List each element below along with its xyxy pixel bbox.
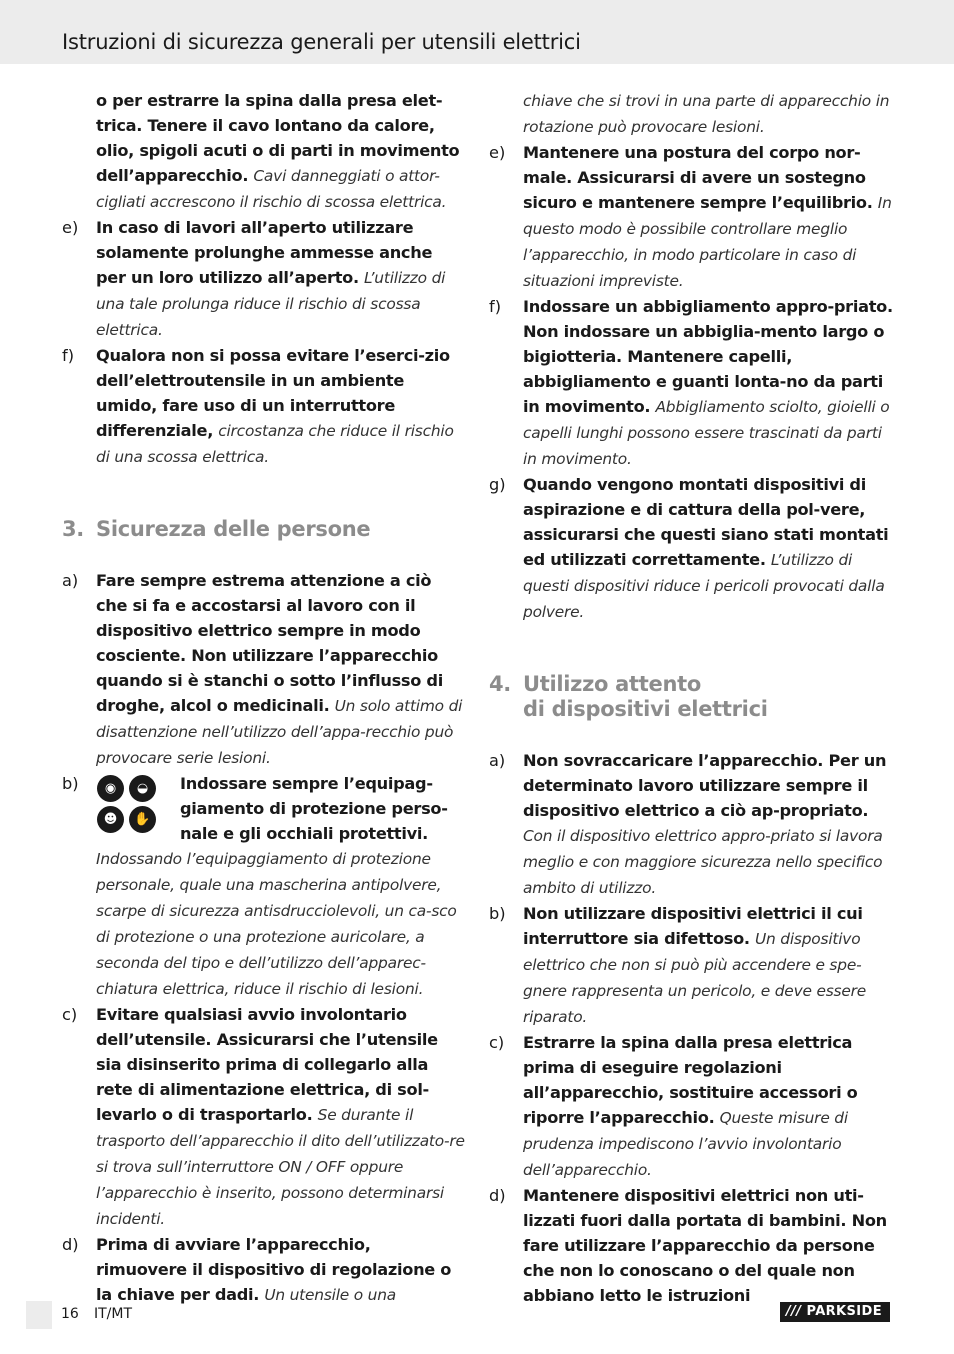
list-item-d bbox=[62, 1232, 466, 1308]
list-item-e bbox=[489, 140, 894, 294]
logo-mark: /// bbox=[786, 1304, 802, 1319]
item-label: e) bbox=[62, 218, 79, 237]
item-label: a) bbox=[62, 571, 79, 590]
ear-protection-icon: ◉ bbox=[97, 775, 124, 802]
item-bold-text: Prima di avviare l’apparecchio, rimuovere il dispositivo di regolazione o la chiave per dadi. bbox=[96, 1235, 452, 1304]
item-bold-text: Evitare qualsiasi avvio involontario dell’utensile. Assicurarsi che l’utensile sia disinserito prima di collegarlo alla rete di alimentazione elettrica, di sol-levarlo o di trasportarlo. bbox=[96, 1005, 438, 1124]
list-item-g bbox=[489, 472, 894, 625]
language-code: IT/MT bbox=[94, 1306, 133, 1322]
item-italic-text: Queste misure di prudenza impediscono l’avvio involontario dell’apparecchio. bbox=[523, 1109, 848, 1179]
item-label: g) bbox=[489, 475, 506, 494]
list-item-c bbox=[62, 1002, 466, 1232]
section-title: Sicurezza delle persone bbox=[96, 517, 371, 541]
item-bold-text: Indossare un abbigliamento appro-priato. Non indossare un abbiglia-mento largo o bigiotteria. Mantenere capelli, abbigliamento e guanti lonta-no da parti in movimento. bbox=[523, 297, 893, 416]
logo-text: PARKSIDE bbox=[806, 1304, 883, 1319]
list-item-continued bbox=[62, 88, 466, 215]
item-bold-text: Non utilizzare dispositivi elettrici il cui interruttore sia difettoso. bbox=[523, 904, 863, 948]
list-item-f bbox=[62, 343, 466, 470]
section-title-line-1: Utilizzo attento bbox=[523, 672, 701, 696]
page-number-box bbox=[26, 1301, 52, 1329]
list-item-c bbox=[489, 1030, 894, 1183]
item-bold-text: Non sovraccaricare l’apparecchio. Per un determinato lavoro utilizzare sempre il dispositivo elettrico a ciò ap-propriato. bbox=[523, 751, 887, 820]
protective-equipment-icons bbox=[96, 774, 158, 834]
list-item-a bbox=[489, 748, 894, 901]
list-item-b bbox=[62, 771, 466, 1002]
item-label: b) bbox=[62, 774, 79, 793]
list-item-a bbox=[62, 568, 466, 771]
item-bold-text: Mantenere una postura del corpo nor-male. Assicurarsi di avere un sostegno sicuro e mantenere sempre l’equilibrio. bbox=[523, 143, 873, 212]
parkside-logo bbox=[780, 1302, 890, 1322]
item-label: c) bbox=[62, 1005, 78, 1024]
item-italic-text: circostanza che riduce il rischio di una scossa elettrica. bbox=[96, 422, 454, 466]
item-bold-text: Quando vengono montati dispositivi di aspirazione e di cattura della pol-vere, assicurarsi che questi siano stati montati ed utilizzati correttamente. bbox=[523, 475, 889, 569]
item-bold-text: o per estrarre la spina dalla presa elet-trica. Tenere il cavo lontano da calore, olio, spigoli acuti o di parti in movimento dell’apparecchio. bbox=[96, 91, 460, 185]
section-title-line-2: di dispositivi elettrici bbox=[523, 697, 768, 721]
section-number: 4. bbox=[489, 672, 511, 696]
item-label: d) bbox=[62, 1235, 79, 1254]
list-item-continued bbox=[489, 88, 894, 140]
item-italic-text: In questo modo è possibile controllare meglio l’apparecchio, in modo particolare in caso di situazioni impreviste. bbox=[523, 194, 892, 290]
section-heading-3 bbox=[62, 517, 466, 542]
item-label: f) bbox=[489, 297, 502, 316]
item-label: f) bbox=[62, 346, 75, 365]
item-label: e) bbox=[489, 143, 506, 162]
helmet-icon: ◒ bbox=[129, 775, 156, 802]
item-bold-text: Estrarre la spina dalla presa elettrica prima di eseguire regolazioni all’apparecchio, sostituire accessori o riporre l’apparecchio. bbox=[523, 1033, 858, 1127]
item-label: d) bbox=[489, 1186, 506, 1205]
item-bold-text: Indossare sempre l’equipag-giamento di protezione perso-nale e gli occhiali protettivi. bbox=[180, 774, 448, 843]
list-item-f bbox=[489, 294, 894, 472]
item-label: b) bbox=[489, 904, 506, 923]
page-title: Istruzioni di sicurezza generali per utensili elettrici bbox=[62, 30, 581, 54]
item-italic-text: Con il dispositivo elettrico appro-priato si lavora meglio e con maggiore sicurezza nello specifico ambito di utilizzo. bbox=[523, 827, 883, 897]
item-bold-text: Fare sempre estrema attenzione a ciò che si fa e accostarsi al lavoro con il dispositivo elettrico sempre in modo cosciente. Non utilizzare l’apparecchio quando si è stanchi o sotto l’influsso di droghe, alcol o medicinali. bbox=[96, 571, 443, 715]
left-column bbox=[62, 88, 466, 1308]
gloves-icon: ✋ bbox=[129, 806, 156, 833]
item-italic-text: L’utilizzo di questi dispositivi riduce i pericoli provocati dalla polvere. bbox=[523, 551, 885, 621]
item-label: c) bbox=[489, 1033, 505, 1052]
item-italic-text: L’utilizzo di una tale prolunga riduce il rischio di scossa elettrica. bbox=[96, 269, 446, 339]
item-italic-text: Un solo attimo di disattenzione nell’utilizzo dell’appa-recchio può provocare serie lesioni. bbox=[96, 697, 463, 767]
item-italic-text: Un utensile o una bbox=[264, 1286, 397, 1304]
right-column bbox=[489, 88, 894, 1308]
section-heading-4 bbox=[489, 672, 894, 722]
page-number: 16 bbox=[61, 1306, 79, 1322]
item-bold-text: In caso di lavori all’aperto utilizzare solamente prolunghe ammesse anche per un loro utilizzo all’aperto. bbox=[96, 218, 433, 287]
list-item-e bbox=[62, 215, 466, 343]
item-italic-text: Indossando l’equipaggiamento di protezione personale, quale una mascherina antipolvere, scarpe di sicurezza antisdrucciolevoli, un ca-sco di protezione o una protezione auricolare, a seconda del tipo e dell’utilizzo dell’apparec-chiatura elettrica, riduce il rischio di lesioni. bbox=[96, 850, 457, 998]
item-bold-text: Qualora non si possa evitare l’eserci-zio dell’elettroutensile in un ambiente umido, fare uso di un interruttore differenziale, bbox=[96, 346, 450, 440]
item-italic-text: chiave che si trovi in una parte di apparecchio in rotazione può provocare lesioni. bbox=[523, 92, 890, 136]
list-item-d bbox=[489, 1183, 894, 1308]
mask-icon: ☻ bbox=[97, 806, 124, 833]
page-header bbox=[0, 0, 954, 64]
item-bold-text: Mantenere dispositivi elettrici non uti-lizzati fuori dalla portata di bambini. Non fare utilizzare l’apparecchio da persone che non lo conoscano o del quale non abbiano letto le istruzioni bbox=[523, 1186, 887, 1305]
section-number: 3. bbox=[62, 517, 84, 541]
item-italic-text: Cavi danneggiati o attor-cigliati accrescono il rischio di scossa elettrica. bbox=[96, 167, 447, 211]
item-italic-text: Un dispositivo elettrico che non si può più accendere e spe-gnere rappresenta un pericolo, e deve essere riparato. bbox=[523, 930, 867, 1026]
list-item-b bbox=[489, 901, 894, 1030]
item-label: a) bbox=[489, 751, 506, 770]
item-italic-text: Se durante il trasporto dell’apparecchio il dito dell’utilizzato-re si trova sull’interruttore ON / OFF oppure l’apparecchio è inserito, possono determinarsi incidenti. bbox=[96, 1106, 465, 1228]
item-italic-text: Abbigliamento sciolto, gioielli o capelli lunghi possono essere trascinati da parti in movimento. bbox=[523, 398, 890, 468]
